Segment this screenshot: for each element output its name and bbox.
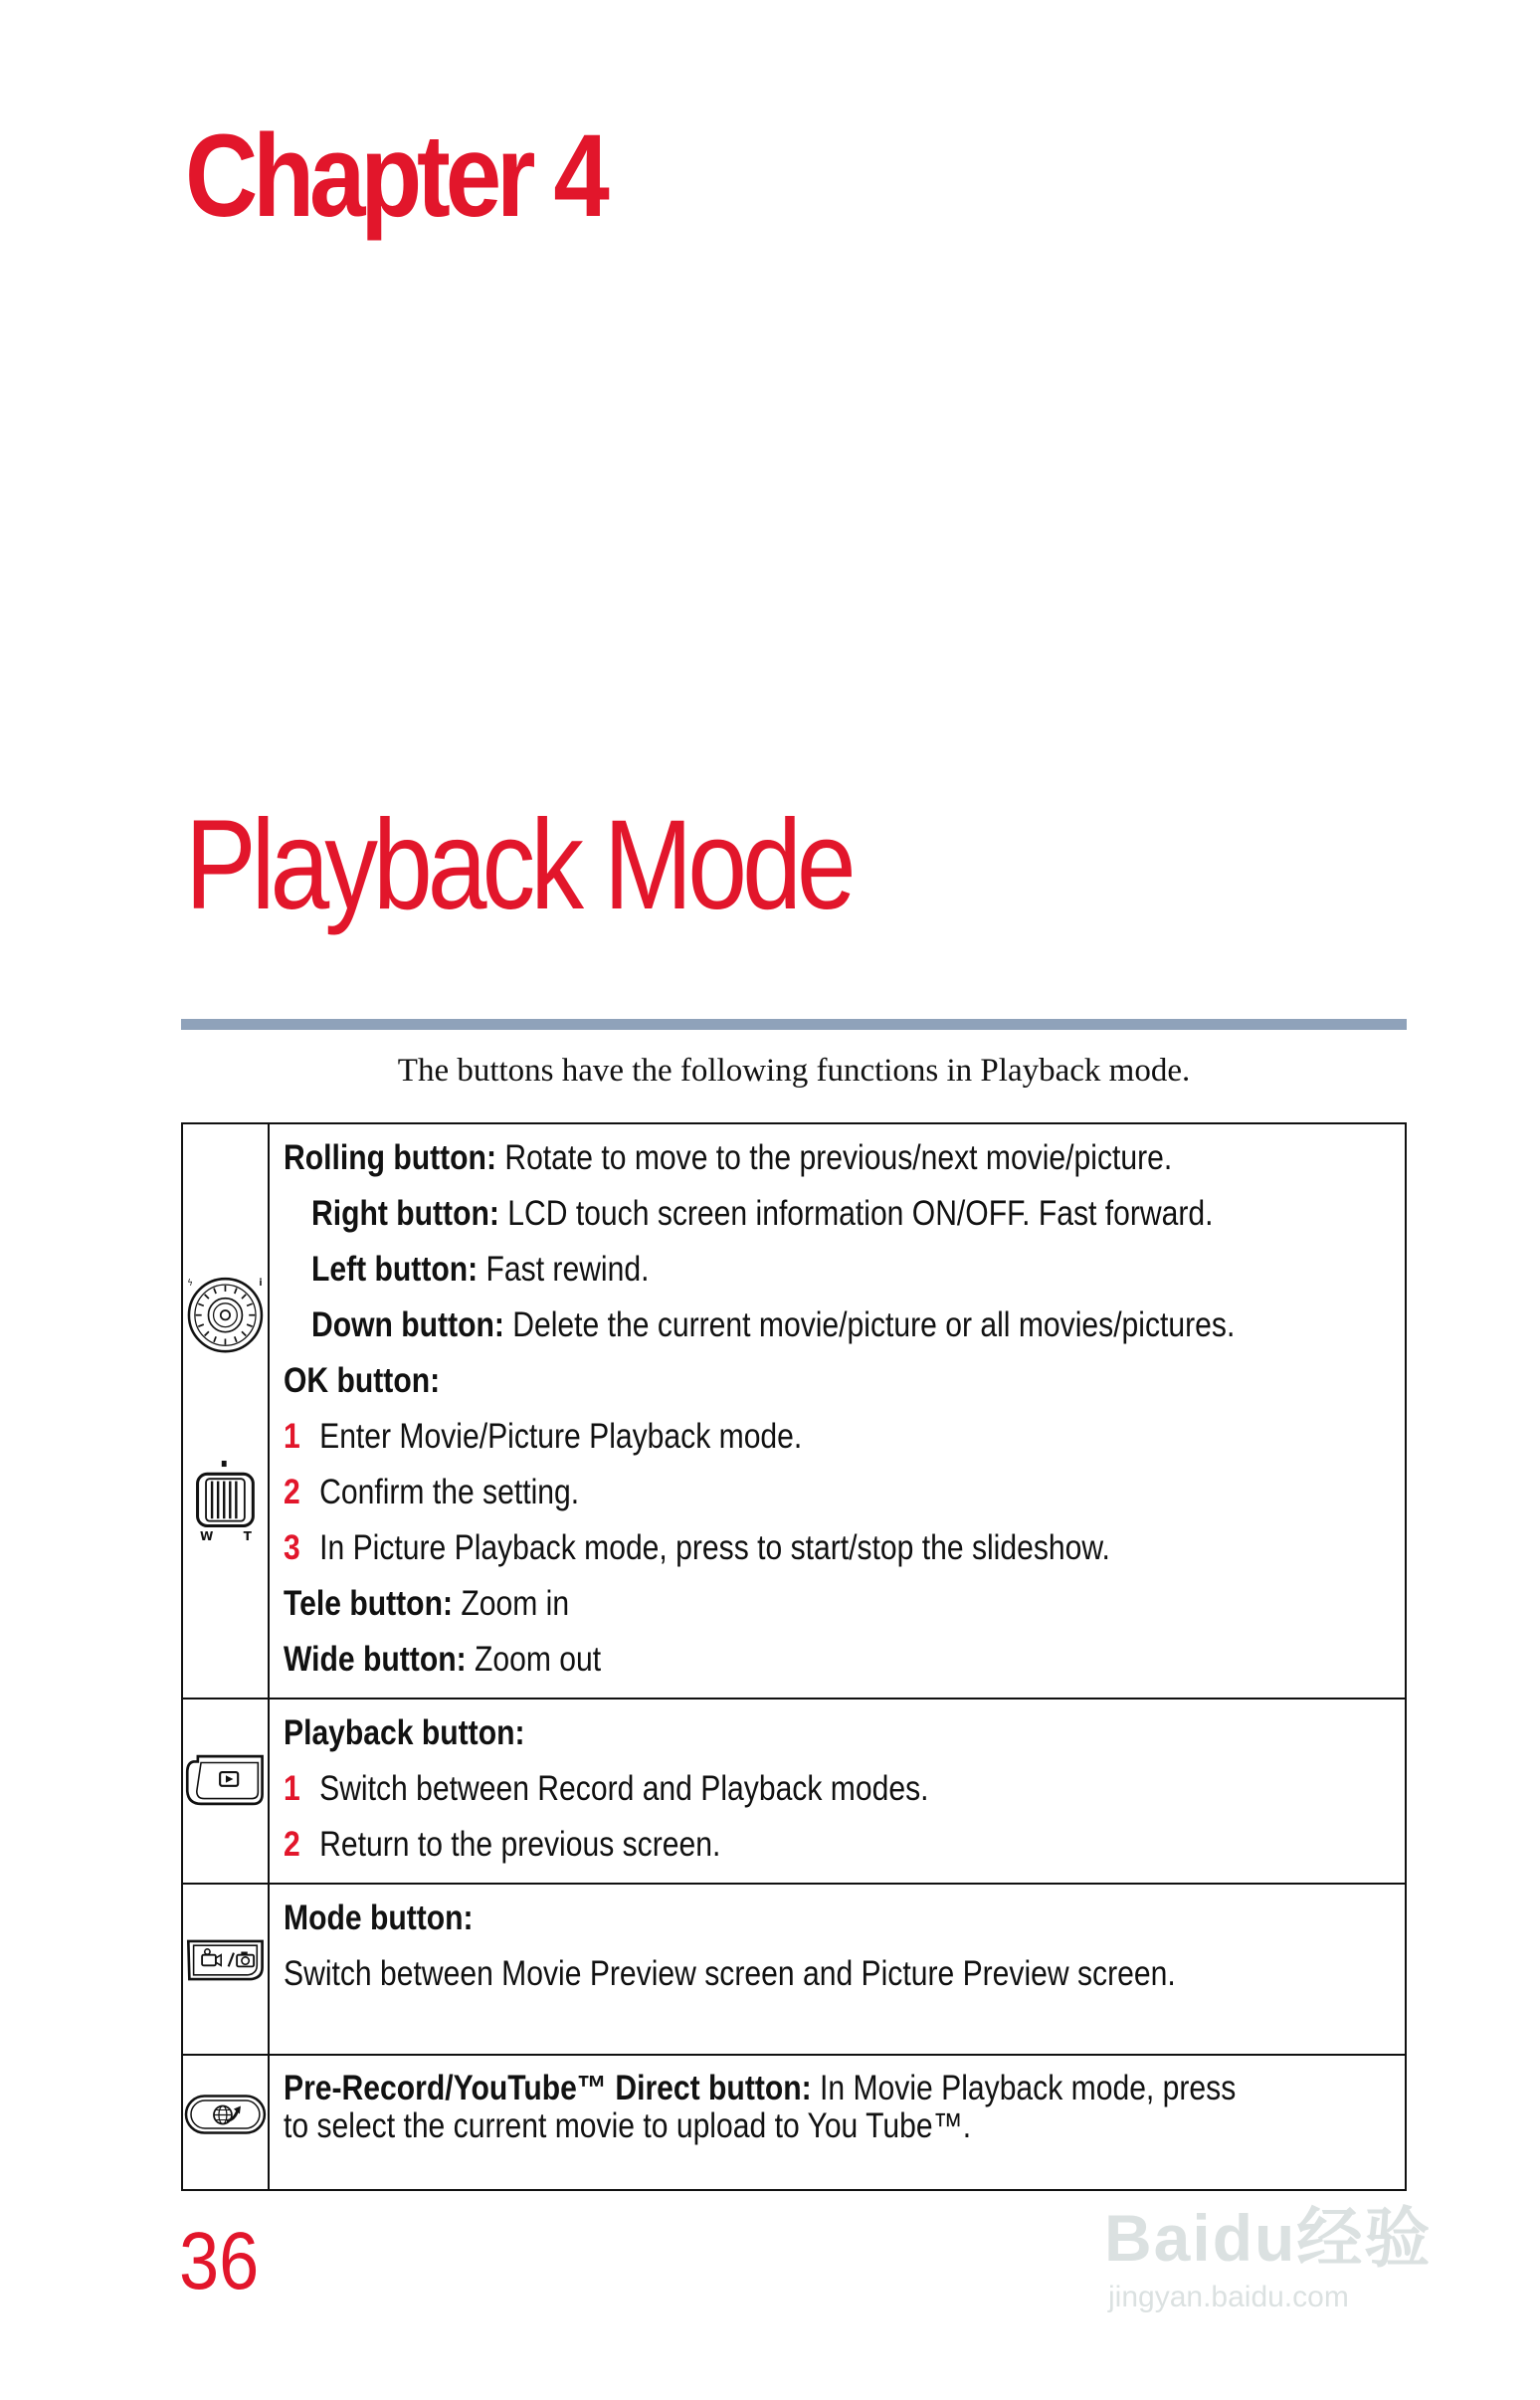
playback-button-heading: Playback button:: [283, 1713, 525, 1752]
zoom-lever-icon: [183, 1431, 268, 1570]
left-button-line: Left button: Fast rewind.: [310, 1250, 650, 1289]
watermark-logo: Baidu经验: [1104, 2201, 1433, 2275]
intro-text: The buttons have the following functions in Playback mode.: [397, 1053, 1191, 1089]
title-rule: [181, 1019, 1407, 1030]
svg-text:i: i: [259, 1277, 263, 1289]
rolling-icon-cell: [182, 1123, 269, 1699]
globe-upload-button-icon: [183, 2070, 268, 2159]
playback-icon-cell: [182, 1699, 269, 1884]
list-item: 2 Confirm the setting.: [283, 1473, 579, 1511]
zoom-wide-label: W: [199, 1529, 214, 1544]
rolling-button-line: Rolling button: Rotate to move to the previous/next movie/picture.: [283, 1138, 1173, 1177]
rolling-description-cell: [269, 1123, 1406, 1699]
mode-icon-cell: [182, 1884, 269, 2055]
svg-text:ϟ: ϟ: [187, 1277, 193, 1288]
zoom-tele-label: T: [243, 1529, 252, 1544]
table-row: [182, 2055, 1406, 2190]
button-functions-table: [181, 1122, 1407, 2191]
table-row: [182, 1699, 1406, 1884]
wide-button-line: Wide button: Zoom out: [283, 1640, 602, 1679]
right-button-line: Right button: LCD touch screen information ON/OFF. Fast forward.: [310, 1194, 1214, 1233]
tele-button-line: Tele button: Zoom in: [283, 1584, 569, 1623]
list-item: 1 Switch between Record and Playback modes.: [283, 1769, 929, 1808]
table-row: [182, 1884, 1406, 2055]
youtube-description-cell: [269, 2055, 1406, 2190]
mode-description-cell: [269, 1884, 1406, 2055]
rolling-dial-icon: [183, 1214, 268, 1413]
mode-button-text: Switch between Movie Preview screen and Picture Preview screen.: [283, 1954, 1176, 1993]
baidu-watermark: [1104, 2185, 1462, 2334]
watermark-url: jingyan.baidu.com: [1108, 2281, 1349, 2313]
youtube-icon-cell: [182, 2055, 269, 2190]
chapter-heading: Chapter 4: [185, 110, 605, 242]
playback-description-cell: [269, 1699, 1406, 1884]
table-row: [182, 1123, 1406, 1699]
list-item: 2 Return to the previous screen.: [283, 1825, 721, 1864]
page-number: 36: [179, 2216, 260, 2306]
mode-button-heading: Mode button:: [283, 1899, 474, 1937]
list-item: 1 Enter Movie/Picture Playback mode.: [283, 1417, 803, 1456]
ok-button-line: OK button:: [283, 1361, 441, 1400]
youtube-button-line-2: to select the current movie to upload to You Tube™.: [283, 2106, 971, 2145]
down-button-line: Down button: Delete the current movie/picture or all movies/pictures.: [310, 1305, 1236, 1344]
youtube-button-line-1: Pre-Record/YouTube™ Direct button: In Movie Playback mode, press: [283, 2069, 1237, 2107]
list-item: 3 In Picture Playback mode, press to start/stop the slideshow.: [283, 1528, 1110, 1567]
playback-button-icon: [183, 1725, 268, 1835]
mode-button-icon: [183, 1910, 268, 2010]
page-title: Playback Mode: [185, 794, 852, 936]
